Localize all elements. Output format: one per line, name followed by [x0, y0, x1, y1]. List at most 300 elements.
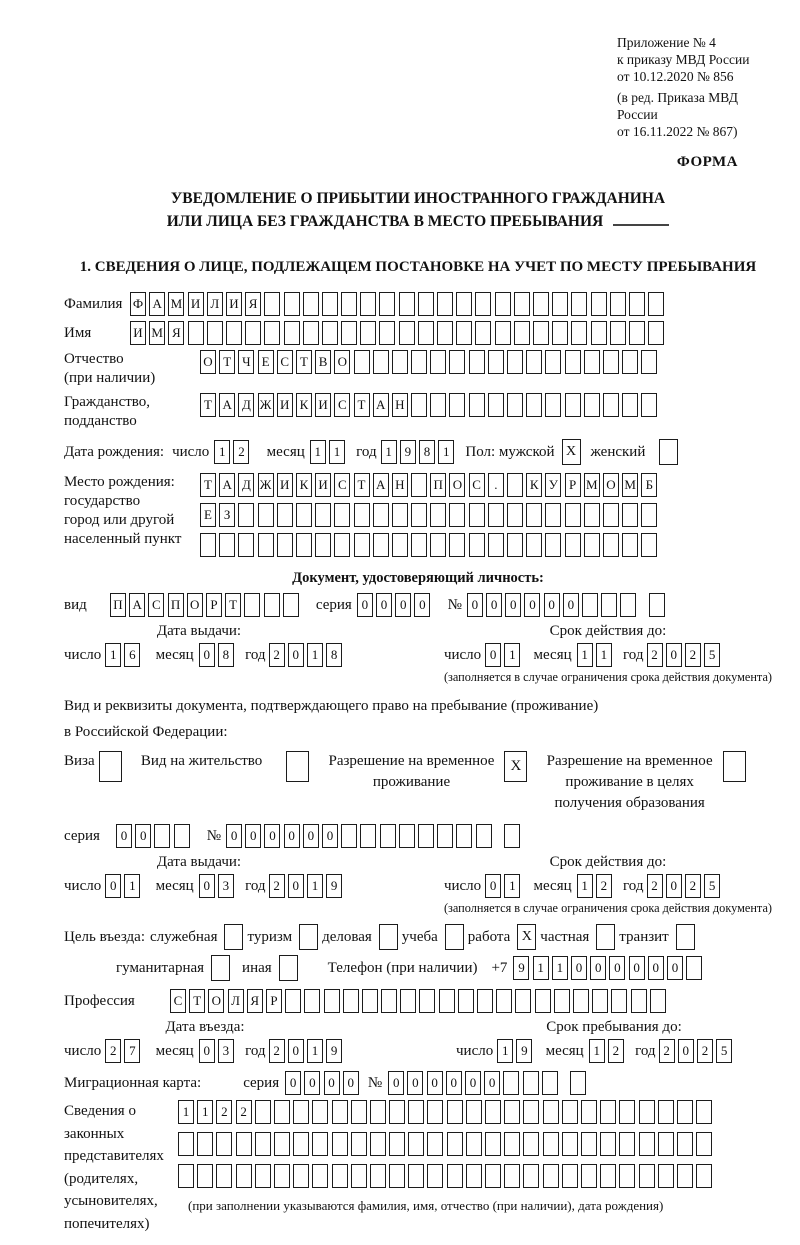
char-box[interactable] [533, 292, 549, 316]
char-box[interactable] [469, 503, 485, 527]
char-box[interactable]: 0 [322, 824, 338, 848]
char-box[interactable] [332, 1132, 348, 1156]
char-box[interactable] [603, 393, 619, 417]
char-box[interactable] [370, 1132, 386, 1156]
char-box[interactable] [650, 989, 666, 1013]
char-box[interactable] [686, 956, 702, 980]
char-box[interactable] [296, 533, 312, 557]
char-box[interactable]: И [188, 292, 204, 316]
char-box[interactable] [154, 824, 170, 848]
char-box[interactable]: 2 [685, 874, 701, 898]
char-box[interactable]: 1 [178, 1100, 194, 1124]
char-box[interactable]: 2 [647, 643, 663, 667]
char-box[interactable] [324, 989, 340, 1013]
char-box[interactable] [258, 503, 274, 527]
char-box[interactable] [360, 292, 376, 316]
char-box[interactable] [523, 1071, 539, 1095]
char-box[interactable]: 5 [716, 1039, 732, 1063]
char-box[interactable] [312, 1164, 328, 1188]
char-box[interactable]: С [334, 473, 350, 497]
char-box[interactable] [174, 824, 190, 848]
visa-checkbox[interactable] [99, 751, 122, 782]
char-box[interactable]: 0 [446, 1071, 462, 1095]
char-box[interactable]: Я [245, 292, 261, 316]
char-box[interactable] [419, 989, 435, 1013]
char-box[interactable]: 5 [704, 874, 720, 898]
char-box[interactable]: 5 [704, 643, 720, 667]
char-box[interactable] [582, 593, 598, 617]
char-box[interactable]: А [373, 473, 389, 497]
char-box[interactable] [507, 393, 523, 417]
char-box[interactable] [447, 1164, 463, 1188]
char-box[interactable] [562, 1100, 578, 1124]
char-box[interactable] [571, 292, 587, 316]
char-box[interactable]: 0 [288, 874, 304, 898]
char-box[interactable] [466, 1100, 482, 1124]
char-box[interactable] [581, 1164, 597, 1188]
char-box[interactable]: 9 [516, 1039, 532, 1063]
char-box[interactable]: 0 [304, 1071, 320, 1095]
char-box[interactable] [565, 533, 581, 557]
char-box[interactable]: 0 [199, 874, 215, 898]
char-box[interactable] [514, 321, 530, 345]
char-box[interactable]: 0 [505, 593, 521, 617]
char-box[interactable]: 1 [577, 874, 593, 898]
char-box[interactable] [351, 1132, 367, 1156]
char-box[interactable] [449, 350, 465, 374]
char-box[interactable]: К [296, 393, 312, 417]
char-box[interactable] [244, 593, 260, 617]
char-box[interactable] [619, 1164, 635, 1188]
char-box[interactable] [312, 1132, 328, 1156]
char-box[interactable] [238, 533, 254, 557]
char-box[interactable]: 3 [218, 874, 234, 898]
char-box[interactable] [631, 989, 647, 1013]
char-box[interactable] [504, 824, 520, 848]
char-box[interactable] [315, 533, 331, 557]
char-box[interactable]: С [277, 350, 293, 374]
char-box[interactable]: 0 [407, 1071, 423, 1095]
char-box[interactable]: А [149, 292, 165, 316]
char-box[interactable]: 2 [269, 643, 285, 667]
char-box[interactable]: 0 [648, 956, 664, 980]
char-box[interactable] [641, 393, 657, 417]
char-box[interactable]: 1 [105, 643, 121, 667]
char-box[interactable]: П [168, 593, 184, 617]
char-box[interactable]: П [430, 473, 446, 497]
char-box[interactable] [332, 1164, 348, 1188]
char-box[interactable] [507, 473, 523, 497]
char-box[interactable]: Я [247, 989, 263, 1013]
char-box[interactable]: 0 [678, 1039, 694, 1063]
char-box[interactable] [507, 503, 523, 527]
char-box[interactable] [565, 393, 581, 417]
char-box[interactable]: 1 [577, 643, 593, 667]
char-box[interactable] [277, 503, 293, 527]
char-box[interactable] [437, 292, 453, 316]
char-box[interactable] [620, 593, 636, 617]
char-box[interactable] [622, 393, 638, 417]
char-box[interactable] [488, 533, 504, 557]
char-box[interactable] [600, 1164, 616, 1188]
char-box[interactable]: 0 [376, 593, 392, 617]
char-box[interactable] [601, 593, 617, 617]
char-box[interactable] [277, 533, 293, 557]
char-box[interactable] [466, 1164, 482, 1188]
char-box[interactable]: Ч [238, 350, 254, 374]
char-box[interactable]: К [526, 473, 542, 497]
char-box[interactable] [293, 1100, 309, 1124]
char-box[interactable] [677, 1164, 693, 1188]
char-box[interactable]: Ж [258, 393, 274, 417]
char-box[interactable] [293, 1132, 309, 1156]
char-box[interactable]: Л [228, 989, 244, 1013]
char-box[interactable]: 2 [596, 874, 612, 898]
char-box[interactable] [456, 292, 472, 316]
char-box[interactable]: А [219, 473, 235, 497]
char-box[interactable] [400, 989, 416, 1013]
char-box[interactable] [639, 1132, 655, 1156]
char-box[interactable] [216, 1164, 232, 1188]
char-box[interactable] [332, 1100, 348, 1124]
char-box[interactable]: З [219, 503, 235, 527]
char-box[interactable] [255, 1132, 271, 1156]
char-box[interactable]: 0 [245, 824, 261, 848]
char-box[interactable]: М [149, 321, 165, 345]
char-box[interactable] [373, 533, 389, 557]
char-box[interactable] [188, 321, 204, 345]
char-box[interactable] [238, 503, 254, 527]
char-box[interactable]: Т [219, 350, 235, 374]
purpose-work-checkbox[interactable]: X [517, 924, 536, 950]
char-box[interactable] [458, 989, 474, 1013]
char-box[interactable]: С [469, 473, 485, 497]
char-box[interactable] [581, 1100, 597, 1124]
char-box[interactable] [610, 292, 626, 316]
char-box[interactable]: 2 [269, 1039, 285, 1063]
char-box[interactable]: И [130, 321, 146, 345]
char-box[interactable]: И [226, 292, 242, 316]
char-box[interactable] [584, 393, 600, 417]
char-box[interactable]: 0 [105, 874, 121, 898]
char-box[interactable]: С [170, 989, 186, 1013]
purpose-commercial-checkbox[interactable] [379, 924, 398, 950]
char-box[interactable] [341, 321, 357, 345]
char-box[interactable]: 2 [647, 874, 663, 898]
char-box[interactable] [447, 1100, 463, 1124]
char-box[interactable] [178, 1164, 194, 1188]
char-box[interactable]: 0 [324, 1071, 340, 1095]
char-box[interactable] [504, 1132, 520, 1156]
char-box[interactable]: 1 [307, 643, 323, 667]
char-box[interactable] [515, 989, 531, 1013]
char-box[interactable]: Е [200, 503, 216, 527]
char-box[interactable]: 1 [497, 1039, 513, 1063]
char-box[interactable] [610, 321, 626, 345]
purpose-tourism-checkbox[interactable] [299, 924, 318, 950]
char-box[interactable] [629, 321, 645, 345]
char-box[interactable]: 2 [105, 1039, 121, 1063]
char-box[interactable] [197, 1132, 213, 1156]
char-box[interactable] [341, 824, 357, 848]
char-box[interactable]: 0 [288, 1039, 304, 1063]
char-box[interactable] [622, 503, 638, 527]
char-box[interactable] [284, 321, 300, 345]
char-box[interactable] [293, 1164, 309, 1188]
purpose-business-checkbox[interactable] [224, 924, 243, 950]
char-box[interactable] [639, 1164, 655, 1188]
char-box[interactable]: 0 [285, 1071, 301, 1095]
char-box[interactable] [351, 1164, 367, 1188]
char-box[interactable]: 2 [697, 1039, 713, 1063]
char-box[interactable] [437, 321, 453, 345]
char-box[interactable] [592, 989, 608, 1013]
char-box[interactable] [226, 321, 242, 345]
char-box[interactable]: О [334, 350, 350, 374]
char-box[interactable] [545, 350, 561, 374]
char-box[interactable]: Р [206, 593, 222, 617]
char-box[interactable]: 0 [666, 874, 682, 898]
char-box[interactable]: 1 [124, 874, 140, 898]
char-box[interactable] [360, 824, 376, 848]
char-box[interactable] [373, 350, 389, 374]
char-box[interactable]: М [584, 473, 600, 497]
char-box[interactable] [315, 503, 331, 527]
char-box[interactable]: 6 [124, 643, 140, 667]
char-box[interactable] [696, 1164, 712, 1188]
char-box[interactable]: 1 [533, 956, 549, 980]
char-box[interactable] [584, 533, 600, 557]
char-box[interactable]: 1 [438, 440, 454, 464]
char-box[interactable] [641, 503, 657, 527]
char-box[interactable]: 1 [504, 643, 520, 667]
char-box[interactable]: Т [200, 393, 216, 417]
char-box[interactable] [418, 321, 434, 345]
char-box[interactable]: Р [565, 473, 581, 497]
char-box[interactable] [296, 503, 312, 527]
char-box[interactable] [430, 503, 446, 527]
char-box[interactable]: 0 [486, 593, 502, 617]
char-box[interactable] [381, 989, 397, 1013]
char-box[interactable] [312, 1100, 328, 1124]
char-box[interactable] [255, 1164, 271, 1188]
purpose-transit-checkbox[interactable] [676, 924, 695, 950]
char-box[interactable]: 1 [552, 956, 568, 980]
char-box[interactable] [200, 533, 216, 557]
char-box[interactable]: С [334, 393, 350, 417]
char-box[interactable] [373, 503, 389, 527]
char-box[interactable]: 0 [467, 593, 483, 617]
char-box[interactable]: 0 [571, 956, 587, 980]
char-box[interactable] [495, 321, 511, 345]
char-box[interactable] [485, 1164, 501, 1188]
char-box[interactable] [360, 321, 376, 345]
char-box[interactable] [399, 824, 415, 848]
char-box[interactable] [285, 989, 301, 1013]
purpose-humanitarian-checkbox[interactable] [211, 955, 230, 981]
char-box[interactable] [274, 1100, 290, 1124]
char-box[interactable]: 7 [124, 1039, 140, 1063]
char-box[interactable] [477, 989, 493, 1013]
char-box[interactable]: П [110, 593, 126, 617]
char-box[interactable] [236, 1164, 252, 1188]
char-box[interactable] [622, 533, 638, 557]
char-box[interactable]: 8 [419, 440, 435, 464]
char-box[interactable]: А [373, 393, 389, 417]
char-box[interactable] [526, 393, 542, 417]
char-box[interactable] [603, 533, 619, 557]
char-box[interactable] [245, 321, 261, 345]
char-box[interactable] [565, 503, 581, 527]
char-box[interactable] [399, 292, 415, 316]
char-box[interactable] [430, 393, 446, 417]
char-box[interactable] [504, 1164, 520, 1188]
char-box[interactable] [485, 1100, 501, 1124]
char-box[interactable] [523, 1100, 539, 1124]
char-box[interactable]: 9 [326, 874, 342, 898]
char-box[interactable] [648, 292, 664, 316]
char-box[interactable]: Т [189, 989, 205, 1013]
char-box[interactable] [696, 1132, 712, 1156]
char-box[interactable]: 3 [218, 1039, 234, 1063]
char-box[interactable]: 2 [269, 874, 285, 898]
char-box[interactable] [469, 350, 485, 374]
char-box[interactable]: 1 [307, 874, 323, 898]
char-box[interactable] [503, 1071, 519, 1095]
char-box[interactable] [274, 1164, 290, 1188]
char-box[interactable] [591, 321, 607, 345]
char-box[interactable]: 2 [608, 1039, 624, 1063]
char-box[interactable]: М [168, 292, 184, 316]
char-box[interactable] [354, 503, 370, 527]
char-box[interactable]: 1 [596, 643, 612, 667]
char-box[interactable] [496, 989, 512, 1013]
char-box[interactable] [648, 321, 664, 345]
char-box[interactable]: 0 [590, 956, 606, 980]
char-box[interactable]: 1 [310, 440, 326, 464]
char-box[interactable] [600, 1132, 616, 1156]
char-box[interactable] [543, 1164, 559, 1188]
char-box[interactable] [545, 503, 561, 527]
char-box[interactable] [552, 292, 568, 316]
char-box[interactable]: А [129, 593, 145, 617]
char-box[interactable] [399, 321, 415, 345]
char-box[interactable] [629, 292, 645, 316]
char-box[interactable] [658, 1132, 674, 1156]
char-box[interactable]: 8 [218, 643, 234, 667]
char-box[interactable] [258, 533, 274, 557]
char-box[interactable]: 2 [659, 1039, 675, 1063]
char-box[interactable]: С [148, 593, 164, 617]
char-box[interactable]: О [603, 473, 619, 497]
char-box[interactable] [570, 1071, 586, 1095]
char-box[interactable] [427, 1100, 443, 1124]
char-box[interactable]: 0 [284, 824, 300, 848]
char-box[interactable]: И [315, 473, 331, 497]
char-box[interactable] [600, 1100, 616, 1124]
char-box[interactable]: И [277, 393, 293, 417]
char-box[interactable]: 1 [381, 440, 397, 464]
char-box[interactable]: 2 [233, 440, 249, 464]
char-box[interactable]: 2 [685, 643, 701, 667]
char-box[interactable] [562, 1132, 578, 1156]
char-box[interactable] [274, 1132, 290, 1156]
char-box[interactable] [475, 292, 491, 316]
char-box[interactable] [354, 350, 370, 374]
purpose-study-checkbox[interactable] [445, 924, 464, 950]
char-box[interactable] [573, 989, 589, 1013]
char-box[interactable]: 9 [513, 956, 529, 980]
char-box[interactable] [284, 292, 300, 316]
char-box[interactable]: 1 [197, 1100, 213, 1124]
char-box[interactable] [543, 1132, 559, 1156]
char-box[interactable]: О [449, 473, 465, 497]
char-box[interactable] [408, 1164, 424, 1188]
char-box[interactable]: 0 [427, 1071, 443, 1095]
char-box[interactable] [264, 593, 280, 617]
char-box[interactable] [488, 350, 504, 374]
char-box[interactable] [581, 1132, 597, 1156]
char-box[interactable]: 0 [544, 593, 560, 617]
char-box[interactable] [354, 533, 370, 557]
char-box[interactable] [334, 503, 350, 527]
char-box[interactable]: 0 [609, 956, 625, 980]
char-box[interactable] [389, 1132, 405, 1156]
char-box[interactable]: 9 [326, 1039, 342, 1063]
char-box[interactable] [622, 350, 638, 374]
char-box[interactable]: 0 [226, 824, 242, 848]
char-box[interactable] [197, 1164, 213, 1188]
char-box[interactable] [533, 321, 549, 345]
char-box[interactable] [303, 321, 319, 345]
char-box[interactable]: 0 [484, 1071, 500, 1095]
char-box[interactable] [677, 1132, 693, 1156]
char-box[interactable] [427, 1164, 443, 1188]
char-box[interactable] [411, 393, 427, 417]
char-box[interactable]: 0 [388, 1071, 404, 1095]
char-box[interactable]: 0 [357, 593, 373, 617]
char-box[interactable] [641, 350, 657, 374]
char-box[interactable]: 0 [395, 593, 411, 617]
char-box[interactable] [545, 393, 561, 417]
char-box[interactable]: 0 [199, 643, 215, 667]
char-box[interactable] [603, 350, 619, 374]
gender-female-checkbox[interactable] [659, 439, 678, 465]
char-box[interactable]: 1 [589, 1039, 605, 1063]
char-box[interactable]: 0 [135, 824, 151, 848]
char-box[interactable]: Т [225, 593, 241, 617]
char-box[interactable]: Т [200, 473, 216, 497]
char-box[interactable]: 0 [343, 1071, 359, 1095]
char-box[interactable] [264, 321, 280, 345]
char-box[interactable] [449, 533, 465, 557]
char-box[interactable] [351, 1100, 367, 1124]
char-box[interactable] [362, 989, 378, 1013]
char-box[interactable]: Т [354, 393, 370, 417]
char-box[interactable]: 0 [563, 593, 579, 617]
char-box[interactable]: 0 [465, 1071, 481, 1095]
char-box[interactable]: К [296, 473, 312, 497]
char-box[interactable] [322, 321, 338, 345]
char-box[interactable]: 0 [116, 824, 132, 848]
purpose-other-checkbox[interactable] [279, 955, 298, 981]
char-box[interactable] [543, 1100, 559, 1124]
temp-residence-checkbox[interactable]: X [504, 751, 527, 782]
char-box[interactable]: 0 [288, 643, 304, 667]
char-box[interactable] [439, 989, 455, 1013]
purpose-private-checkbox[interactable] [596, 924, 615, 950]
char-box[interactable] [370, 1100, 386, 1124]
